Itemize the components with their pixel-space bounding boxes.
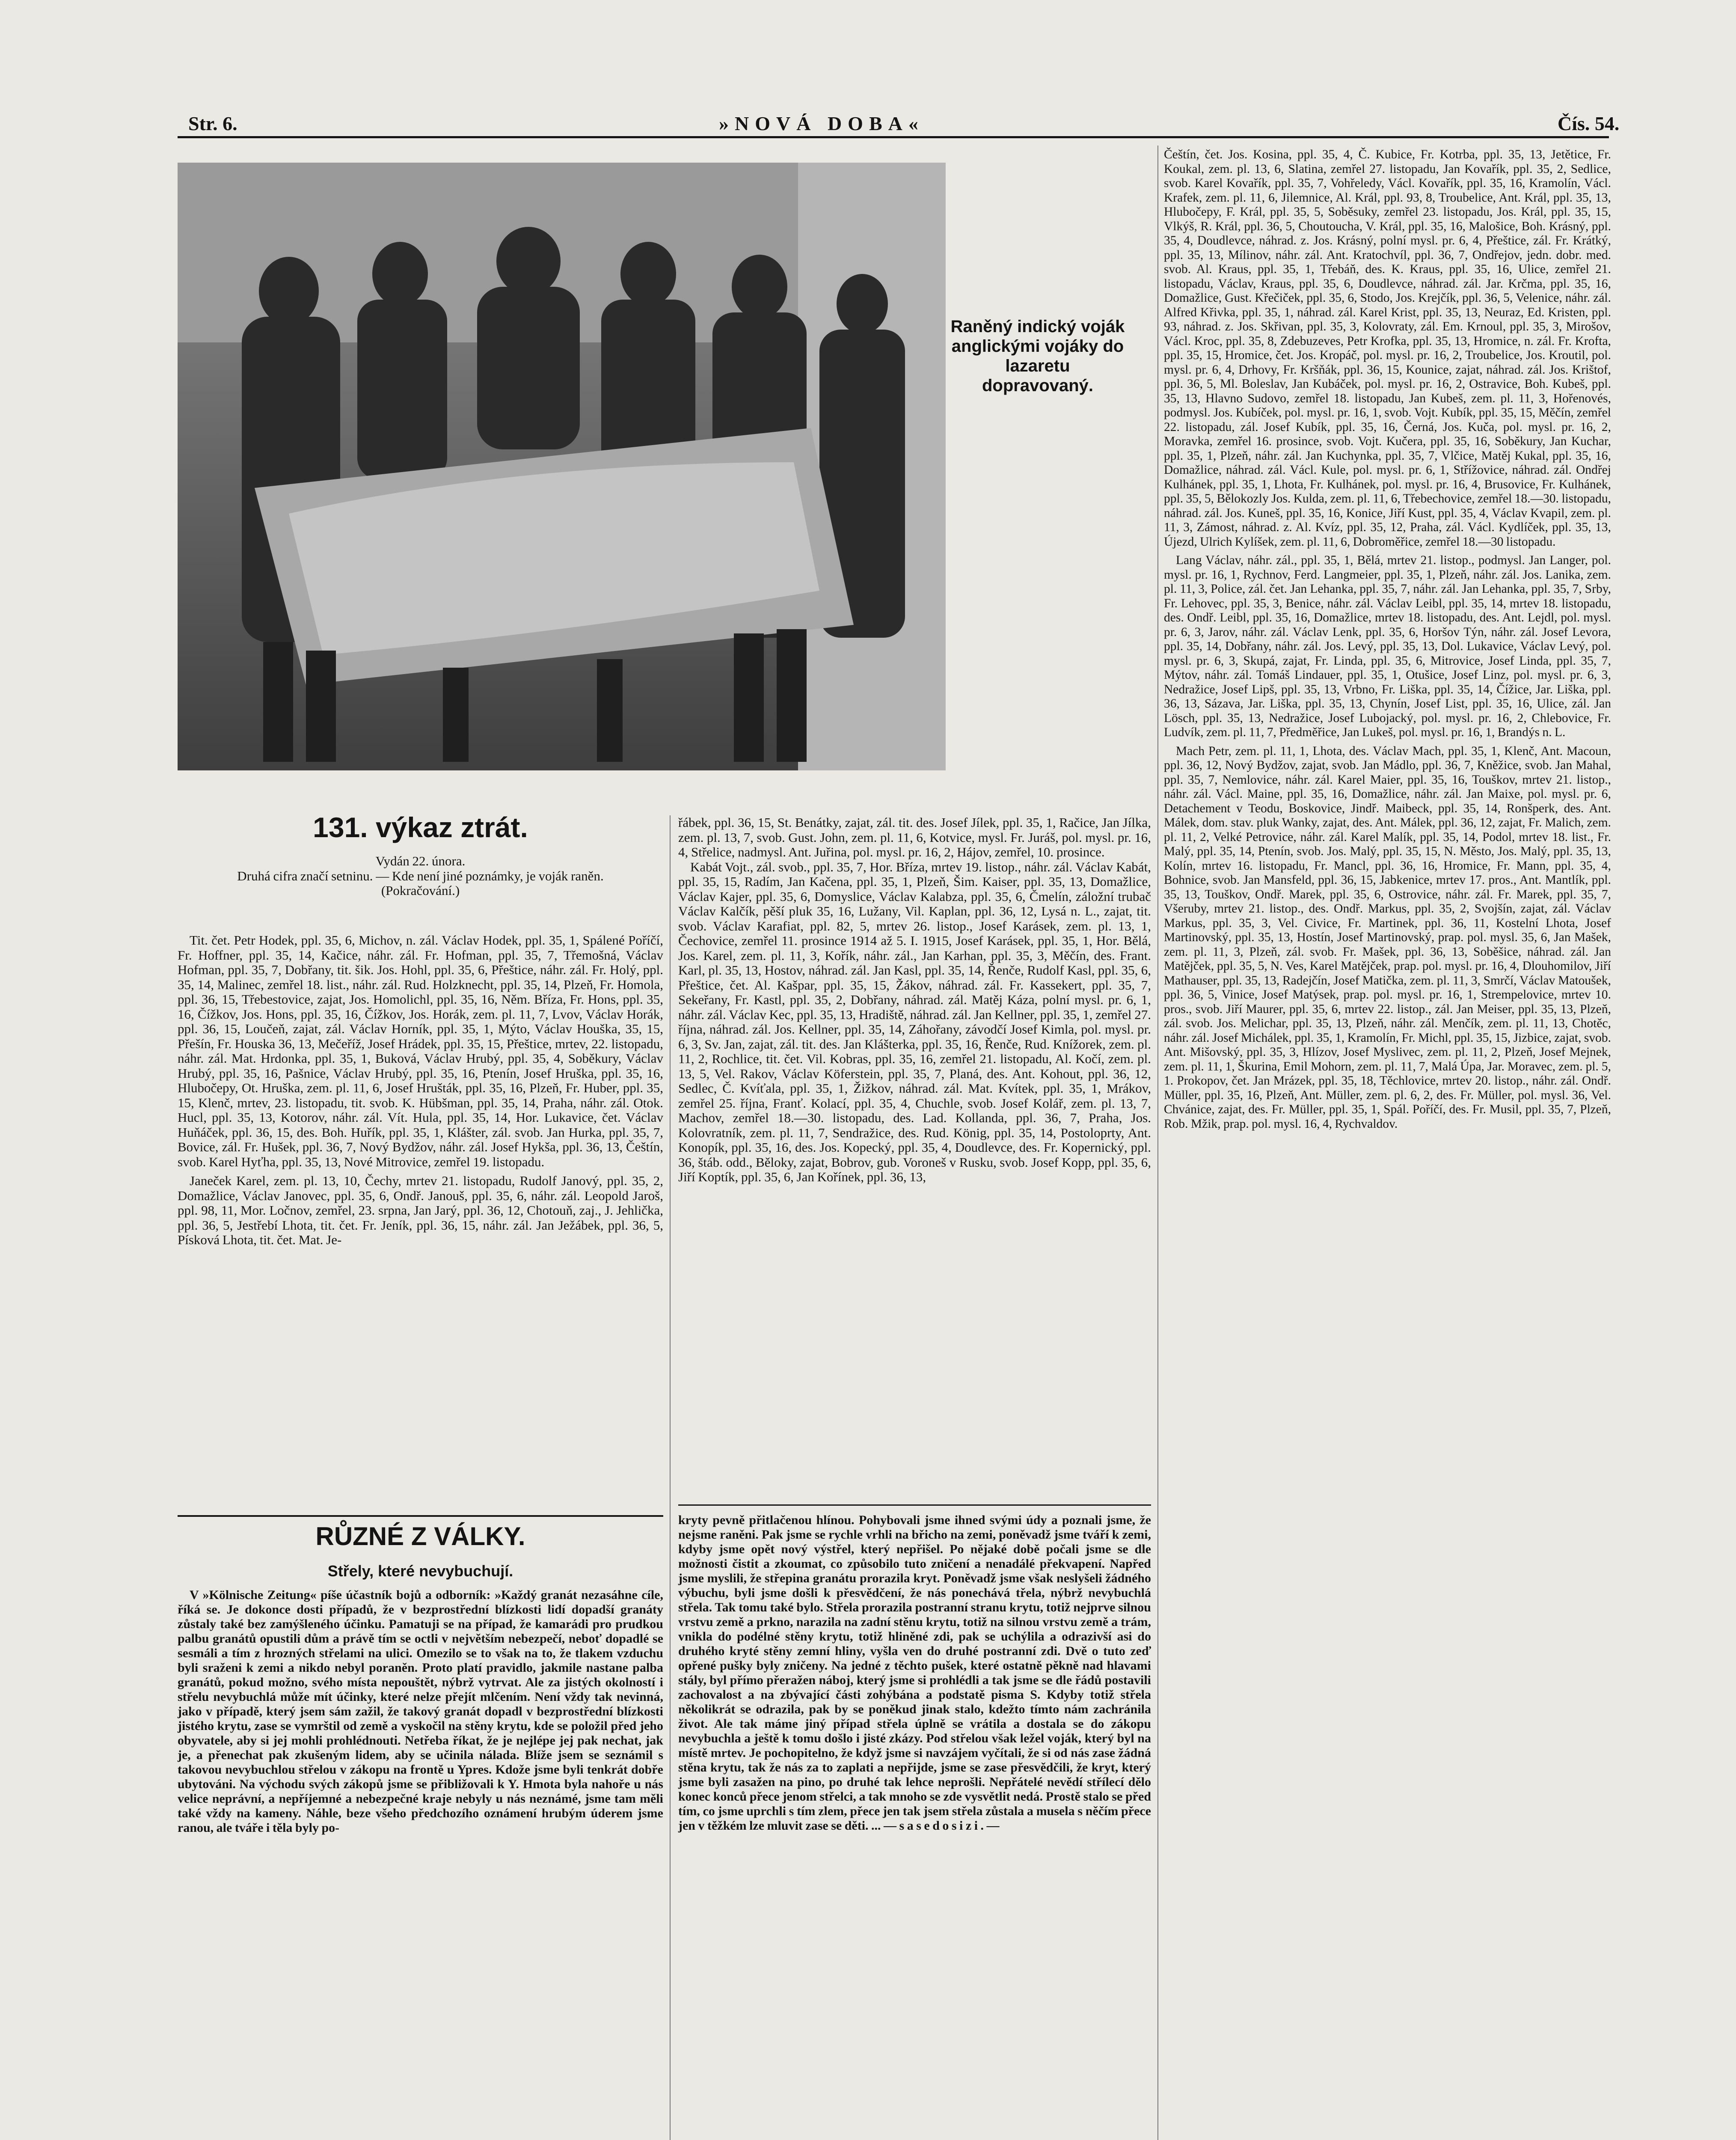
header-rule — [178, 136, 1609, 138]
article-col2-text: kryty pevně přitlačenou hlínou. Pohybovali jsme ihned svými údy a poznali jsme, že nejsme raněni. Pak jsme se rychle vrhli na břicho na zemi, poněvadž jsme tváří k zemi, kdyby jsme opět nový výstřel, který nepřišel. Po nějaké době počali jsme se dle možnosti čistit a zkoumat, co způsobilo tuto zničení a nenadálé překvapení. Napřed jsme myslili, že střepina granátu prorazila kryt. Poněvadž jsme však neslyšeli žádného výbuchu, byli jsme došli k přesvědčení, že nás ponechává třela, nýbrž nevybuchlá střela. Tak tomu také bylo. Střela prorazila postranní stranu krytu, totiž nejprve silnou vrstvu země a prkno, narazila na zadní stěnu krytu, totiž na silnou vrstvu země a trám, vnikla do podélné stěny krytu, totiž hliněné zdi, pak se uchýlila a odrazivší asi do druhého kryté stěny zemní hliny, vyšla ven do druhé postranní zdi. Dvě o tuto zeď opřené pušky byly zničeny. Na jedné z těchto pušek, které ostatně pěkně nad hlavami stály, byl přímo přeražen náboj, který jsme si prohlédli a tak jsme se dle řádů postavili zachovalost a na zbývající části zohýbána a podstatě pisma S. Kdyby totiž střela několikrát se odrazila, pak by se poněkud jinak stalo, kdežto tímto nám zachránila život. Ale tak máme jiný případ střela úplně se vrátila a dostala se do zákopu nevybuchla a ještě k tomu došlo i jisté zkázy. Pod střelou však ležel voják, který byl na místě mrtev. Je pochopitelno, že když jsme si navzájem vyčítali, že si od nás zase žádná stěna krytu, tak že nás za to zaplati a nepřijde, jsme se zase přesvědčili, že kryt, který jsme byli zasažen na pino, po druhé tak lehce neprošli. Nepřátelé nevědí střílecí dělo konec konců přece jenom střelci, a tak mnoho se zde vysvětlit nedá. Prostě stalo se před tím, co jsme uprchli s tím zlem, přece jen tak jsem střela zůstala a musela s něčím přece jen v těžkém lze mluvit zase se děti. ... — s a s e d o s i z i . — — [678, 1513, 1151, 1833]
losses-col2-para-j: řábek, ppl. 36, 15, St. Benátky, zajat, zál. tit. des. Josef Jílek, ppl. 35, 1, Račice, Jan Jílka, zem. pl. 13, 7, svob. Gust. John, zem. pl. 11, 6, Kotvice, mysl. Fr. Juráš, pol. mysl. pr. 16, 4, Střelice, nadmysl. Ant. Juřina, pol. mysl. pr. 16, 2, Hájov, zemřel, 10. prosince. — [678, 815, 1151, 859]
column-rule-1 — [670, 815, 671, 2140]
photo-caption: Raněný indický voják anglickými vojáky do lazaretu dopravovaný. — [950, 317, 1125, 395]
column-2-rule — [678, 1504, 1151, 1506]
section-rule — [178, 1515, 663, 1517]
losses-col2-para-k: Kabát Vojt., zál. svob., ppl. 35, 7, Hor. Bříza, mrtev 19. listop., náhr. zál. Václav Kabát, ppl. 35, 15, Radím, Jan Kačena, ppl. 35, 1, Plzeň, Šim. Kaiser, ppl. 35, 13, Domažlice, Václav Kajer, ppl. 35, 6, Domyslice, Václav Kalabza, ppl. 35, 6, Čmelín, záložní trubač Václav Kalčík, pěší pluk 35, 16, Lužany, Vil. Kaplan, ppl. 36, 12, Lysá n. L., zajat, tit. svob. Václav Karafiat, ppl. 82, 5, mrtev 26. listop., Josef Karásek, zem. pl. 13, 1, Čechovice, zemřel 11. prosince 1914 až 5. I. 1915, Josef Karásek, ppl. 35, 1, Hor. Bělá, Jos. Karel, zem. pl. 11, 3, Kořík, náhr. zál., Jan Karhan, ppl. 35, 3, Měčín, des. Frant. Karl, pl. 35, 13, Hostov, náhrad. zál. Jan Kasl, ppl. 35, 14, Řenče, Rudolf Kasl, ppl. 35, 6, Přeštice, čet. Al. Kašpar, ppl. 35, 15, Žákov, náhrad. zál. Fr. Kassekert, ppl. 35, 7, Sekeřany, Fr. Kastl, ppl. 35, 2, Dobřany, náhrad. zál. Matěj Káza, polní mysl. pr. 6, 1, náhr. zál. Václav Kec, ppl. 35, 13, Hradiště, náhrad. zál. Jan Kellner, ppl. 35, 1, zemřel 27. října, náhrad. zál. Jos. Kellner, ppl. 35, 14, Záhořany, závodčí Josef Kimla, pol. mysl. pr. 6, 3, Sv. Jan, zajat, zál. tit. des. Jan Klášterka, ppl. 35, 16, Řenče, Rud. Knížorek, zem. pl. 11, 2, Rochlice, tit. čet. Vil. Kobras, ppl. 35, 16, zemřel 21. listopadu, Al. Kočí, zem. pl. 13, 5, Vel. Rakov, Václav Köferstein, ppl. 35, 7, Planá, des. Ant. Kohout, ppl. 36, 12, Sedlec, Č. Kvíťala, ppl. 35, 1, Žižkov, náhrad. zál. Mat. Kvítek, ppl. 35, 1, Mrákov, zemřel 25. října, Franť. Kolací, ppl. 35, 4, Chuchle, svob. Josef Kolář, zem. pl. 13, 7, Machov, zemřel 18.—30. listopadu, des. Lad. Kollanda, ppl. 36, 7, Praha, Jos. Kolovratník, zem. pl. 11, 7, Sendražice, des. Rud. König, ppl. 35, 14, Postoloprty, Ant. Konopík, ppl. 35, 16, des. Jos. Kopecký, ppl. 35, 4, Doudlevce, des. Fr. Kopernický, ppl. 36, štáb. odd., Běloky, zajat, Bobrov, gub. Voroneš v Rusku, svob. Josef Kopp, ppl. 35, 6, Jiří Koptík, ppl. 35, 6, Jan Kořínek, ppl. 36, 13, — [678, 859, 1151, 1184]
losses-column-1 — [178, 933, 663, 1248]
losses-continued: (Pokračování.) — [381, 883, 460, 898]
losses-intro — [178, 854, 663, 898]
article-col1-text: V »Kölnische Zeitung« píše účastník bojů a odborník: »Každý granát nezasáhne cíle, říká se. Je dokonce dosti případů, že v bezprostřední blízkosti lidí dopadší granáty zůstaly také bez zamýšleného účinku. Pamatuji se na případ, že kamarádi pro prudkou palbu granátů opustili dům a právě tím se octli v největším nebezpečí, neboť dopadlé se sesmáli a tím z hrozných střelami na ulici. Omezilo se to však na to, že tlakem vzduchu byli sraženi k zemi a nikdo nebyl poraněn. Proto platí pravidlo, jakmile nastane palba granátů, pokud možno, svého místa nepouštět, nýbrž vytrvat. Ale za jistých okolností i střelu nevybuchlá může mít účinky, které nelze přejít mlčením. Není vždy tak nevinná, jako v případě, který jsem sám zažil, že takový granát dopadl v bezprostřední blízkosti jistého krytu, zase se vymrštil od země a vyskočil na stěny krytu, kde se položil před jeho obyvatele, aby si jej mohli prohlédnouti. Netřeba říkat, že je nejlépe jej pak nechat, jak je, a přenechat pak zkušeným lidem, aby se učinila nálada. Blíže jsem se seznámil s takovou nevybuchlou střelou v zákopu na frontě u Ypres. Kdože jsme byli tenkrát dobře ubytováni. Na východu svých zákopů jsme se přibližovali k Y. Hmota byla nahoře u nás velice neprávní, a nepříjemné a nebezpečné kraje nebyly u nás neznámé, jsme tam měli také vždy na kameny. Náhle, beze všeho předchozího oznámení hrubým úderem jsme ranou, ale tváře i těla byly po- — [178, 1588, 663, 1835]
losses-column-2 — [678, 815, 1151, 1185]
losses-col1-para-j: Janeček Karel, zem. pl. 13, 10, Čechy, mrtev 21. listopadu, Rudolf Janový, ppl. 35, 2, Domažlice, Václav Janovec, ppl. 35, 6, Ondř. Janouš, ppl. 35, 6, náhr. zál. Leopold Jaroš, ppl. 98, 11, Mor. Ločnov, zemřel, 23. srpna, Jan Jarý, ppl. 36, 12, Chotouň, zaj., J. Jehlička, ppl. 36, 5, Jestřebí Lhota, tit. čet. Fr. Jeník, ppl. 36, 15, náhr. zál. Jan Ježábek, ppl. 36, 5, Písková Lhota, tit. čet. Mat. Je- — [178, 1173, 663, 1247]
article-subtitle: Střely, které nevybuchují. — [327, 1562, 513, 1580]
losses-issued: Vydán 22. února. — [375, 853, 466, 868]
losses-title: 131. výkaz ztrát. — [313, 811, 528, 843]
article-column-2 — [678, 1513, 1151, 1833]
masthead: »NOVÁ DOBA« — [719, 113, 924, 134]
issue-number: Čís. 54. — [1558, 113, 1620, 134]
losses-note: Druhá cifra značí setninu. — Kde není jiné poznámky, je voják raněn. — [237, 868, 604, 883]
losses-col1-para-h: Tit. čet. Petr Hodek, ppl. 35, 6, Michov, n. zál. Václav Hodek, ppl. 35, 1, Spálené Poříčí, Fr. Hoffner, ppl. 35, 14, Kačice, náhr. zál. Fr. Hofman, ppl. 35, 7, Třemošná, Václav Hofman, ppl. 35, 7, Dobřany, tit. šik. Jos. Hohl, ppl. 35, 6, Přeštice, náhr. zál. Fr. Holý, ppl. 35, 14, Malinec, zemřel 18. list., náhr. zál. Rud. Holzknecht, ppl. 35, 14, Plzeň, Fr. Homola, ppl. 36, 15, Třebestovice, zajat, Jos. Homolichl, ppl. 35, 16, Něm. Bříza, Fr. Hons, ppl. 35, 16, Čížkov, Jos. Hons, ppl. 35, 16, Čížkov, Jos. Horák, zem. pl. 11, 7, Lvov, Václav Horák, ppl. 36, 15, Loučeň, zajat, zál. Václav Horník, ppl. 35, 1, Mýto, Václav Houška, 35, 15, Přešín, Fr. Houska 36, 13, Mečeříž, Josef Hrádek, ppl. 35, 15, Přeštice, mrtev, 22. listopadu, náhr. zál. Mat. Hrdonka, ppl. 35, 1, Buková, Václav Hrubý, ppl. 35, 4, Soběkury, Václav Hrubý, ppl. 35, 16, Pašnice, Václav Hrubý, ppl. 35, 16, Ptenín, Josef Hruška, ppl. 35, 16, Hlubočepy, Ot. Hruška, zem. pl. 11, 6, Josef Hrušták, ppl. 35, 16, Plzeň, Fr. Huber, ppl. 35, 15, Klenč, mrtev, 23. listopadu, tit. svob. K. Hübšman, ppl. 35, 14, Praha, náhr. zál. Otok. Hucl, ppl. 35, 13, Kotorov, náhr. zál. Vít. Hula, ppl. 35, 14, Hor. Lukavice, čet. Václav Huňáček, ppl. 36, 15, des. Boh. Huřík, ppl. 35, 1, Klášter, zál. svob. Jan Hurka, ppl. 35, 7, Bovice, zál. Fr. Hušek, ppl. 36, 7, Nový Bydžov, náhr. zál. Josef Hykša, ppl. 36, 13, Češtín, svob. Karel Hyťha, ppl. 35, 13, Nové Mitrovice, zemřel 19. listopadu. — [178, 933, 663, 1169]
losses-col3-para-l: Lang Václav, náhr. zál., ppl. 35, 1, Bělá, mrtev 21. listop., podmysl. Jan Langer, pol. mysl. pr. 16, 1, Rychnov, Ferd. Langmeier, ppl. 35, 1, Plzeň, náhr. zál. Jos. Lanika, zem. pl. 11, 3, Police, zál. čet. Jan Lehanka, ppl. 35, 7, náhr. zál. Jan Lehanka, ppl. 35, 7, Srby, Fr. Lehovec, ppl. 35, 3, Benice, náhr. zál. Václav Leibl, ppl. 35, 14, mrtev 18. listopadu, des. Ondř. Leibl, ppl. 35, 16, Domažlice, mrtev 18. listopadu, des. Ant. Lejdl, pol. mysl. pr. 6, 3, Jarov, náhr. zál. Václav Lenk, ppl. 35, 6, Horšov Týn, náhr. zál. Josef Levora, ppl. 35, 14, Dobřany, náhr. zál. Jos. Levý, ppl. 35, 13, Dol. Lukavice, Václav Levý, pol. mysl. pr. 6, 3, Skupá, zajat, Fr. Linda, ppl. 35, 6, Mitrovice, Josef Linda, ppl. 35, 7, Mýtov, náhr. zál. Tomáš Lindauer, ppl. 35, 1, Otušice, Josef Linz, pol. mysl. pr. 6, 3, Nedražice, Josef Lipš, ppl. 35, 13, Vrbno, Fr. Liška, ppl. 35, 14, Čížice, Jar. Liška, ppl. 36, 13, Sázava, Jar. Liška, ppl. 35, 13, Chynín, Josef List, ppl. 35, 16, Ulice, zál. Jan Lösch, ppl. 35, 13, Nedražice, Josef Lubojacký, pol. mysl. pr. 16, 2, Chlebovice, Fr. Ludvík, zem. pl. 11, 7, Předměřice, Jan Lukeš, pol. mysl. pr. 16, 1, Brandýs n. L. — [1164, 553, 1611, 739]
column-rule-2 — [1157, 146, 1158, 2140]
article-title: RŮZNÉ Z VÁLKY. — [315, 1522, 525, 1551]
photo-illustration — [178, 163, 946, 770]
news-photo — [178, 163, 946, 770]
losses-col3-para-k: Češtín, čet. Jos. Kosina, ppl. 35, 4, Č. Kubice, Fr. Kotrba, ppl. 35, 13, Jetětice, Fr. Koukal, zem. pl. 13, 6, Slatina, zemřel 27. listopadu, Jan Kovařík, ppl. 35, 2, Sedlice, svob. Karel Kovařík, ppl. 35, 7, Vohřeledy, Václ. Kovařík, ppl. 35, 16, Kramolín, Václ. Krafek, zem. pl. 11, 6, Jilemnice, Al. Král, ppl. 93, 8, Troubelice, Ant. Král, ppl. 35, 13, Hlubočepy, F. Král, ppl. 35, 5, Soběsuky, zemřel 23. listopadu, Jos. Král, ppl. 35, 15, Vlkýš, R. Král, ppl. 36, 5, Choutoucha, V. Král, ppl. 35, 16, Malošice, Boh. Krásný, ppl. 35, 4, Doudlevce, náhrad. z. Jos. Krásný, polní mysl. pr. 6, 4, Přeštice, zál. Fr. Krátký, ppl. 35, 13, Mílinov, náhr. zál. Ant. Kratochvíl, ppl. 36, 7, Ondřejov, jedn. dobr. med. svob. Al. Kraus, ppl. 35, 1, Třebáň, des. K. Kraus, ppl. 35, 16, Ulice, zemřel 21. listopadu, Václav, Kraus, ppl. 35, 6, Doudlevce, náhrad. zál. Jar. Krčma, ppl. 35, 16, Domažlice, Gust. Křečiček, ppl. 35, 6, Stodo, Jos. Krejčík, ppl. 36, 5, Velenice, náhr. zál. Alfred Křivka, ppl. 35, 1, náhrad. zál. Karel Krist, ppl. 35, 13, Neuraz, Ed. Kristen, ppl. 93, náhrad. z. Jos. Skřivan, ppl. 35, 3, Kolovraty, zál. Em. Krnoul, ppl. 35, 3, Mirošov, Václ. Kroc, ppl. 35, 8, Zdebuzeves, Petr Krofka, ppl. 35, 13, Hromice, n. zál. Fr. Krofta, ppl. 35, 15, Hromice, čet. Jos. Kropáč, pol. mysl. pr. 16, 2, Troubelice, Jos. Kroutil, pol. mysl. pr. 6, 4, Drhovy, Fr. Kršňák, ppl. 36, 15, Kounice, zajat, náhrad. zál. Jos. Krištof, ppl. 36, 5, Ml. Boleslav, Jan Kubáček, pol. mysl. pr. 16, 2, Ostravice, Boh. Kubeš, ppl. 35, 13, Hlavno Sudovo, zemřel 18. listopadu, Jan Kubeš, zem. pl. 11, 3, Hořenovés, podmysl. Jos. Kubíček, pol. mysl. pr. 16, 1, svob. Vojt. Kubík, ppl. 35, 15, Měčín, zemřel 22. listopadu, zál. Josef Kubík, ppl. 35, 16, Černá, Jos. Kuča, pol. mysl. pr. 16, 2, Moravka, zemřel 16. prosince, svob. Vojt. Kučera, ppl. 35, 16, Soběkury, Jan Kuchar, ppl. 35, 1, Plzeň, náhr. zál. Jan Kuchynka, ppl. 35, 7, Vlčice, Matěj Kukal, ppl. 35, 16, Domažlice, náhrad. zál. Václ. Kule, pol. mysl. pr. 6, 1, Střížovice, náhrad. zál. Ondřej Kulhánek, ppl. 35, 1, Lhota, Fr. Kulhánek, pol. mysl. pr. 16, 4, Brusovice, Fr. Kulhánek, ppl. 35, 5, Bělokozly Jos. Kulda, zem. pl. 11, 6, Třebechovice, zemřel 18.—30. listopadu, náhrad. zál. Jos. Kuneš, ppl. 35, 16, Konice, Jiří Kust, ppl. 35, 4, Václav Kvapil, zem. pl. 11, 3, Zámost, náhrad. z. Al. Kvíz, ppl. 35, 12, Praha, zál. Václ. Kydlíček, ppl. 35, 13, Újezd, Ulrich Kylíšek, zem. pl. 11, 6, Dobroměřice, zemřel 18.—30 listopadu. — [1164, 148, 1611, 549]
article-column-1 — [178, 1588, 663, 1835]
losses-col3-para-m: Mach Petr, zem. pl. 11, 1, Lhota, des. Václav Mach, ppl. 35, 1, Klenč, Ant. Macoun, ppl. 36, 12, Nový Bydžov, zajat, svob. Jan Mádlo, ppl. 36, 7, Kněžice, svob. Jan Mahal, ppl. 35, 7, Nemlovice, náhr. zál. Karel Maier, ppl. 35, 16, Touškov, mrtev 21. listop., náhr. zál. Václ. Maine, ppl. 35, 16, Domažlice, náhr. zál. Jan Maixe, pol. mysl. pr. 6, Detachement v Teodu, Boskovice, Jindř. Maibeck, ppl. 35, 14, Ronšperk, des. Ant. Málek, dom. stav. pluk Wanky, zajat, des. Ant. Málek, ppl. 36, 12, zajat, Fr. Malich, zem. pl. 11, 2, Velké Petrovice, náhr. zál. Karel Malík, ppl. 35, 14, Podol, mrtev 18. list., Fr. Malý, ppl. 35, 14, Ptenín, svob. Jos. Malý, ppl. 35, 15, N. Město, Jos. Malý, ppl. 35, 13, Kolín, mrtev 16. listopadu, Fr. Mancl, ppl. 36, 16, Hromice, Fr. Mann, ppl. 35, 4, Bohnice, svob. Jan Mansfeld, ppl. 36, 15, Jabkenice, mrtev 17. pros., Ant. Mantlík, ppl. 35, 13, Touškov, Ondř. Marek, ppl. 35, 6, Ostrovice, náhr. zál. Fr. Marek, ppl. 35, 7, Všeruby, mrtev 21. listop., des. Ondř. Markus, ppl. 35, 2, Svojšín, zajat, zál. Václav Markus, ppl. 35, 3, Vel. Civice, Fr. Martinek, ppl. 36, 11, Kostelní Lhota, Josef Martinovský, ppl. 35, 13, Hostín, Josef Martinovský, prap. pol. mysl. 35, 6, Jan Mašek, zem. pl. 11, 3, Plzeň, zál. svob. Fr. Mašek, ppl. 36, 13, Soběšice, náhrad. zál. Jan Matějček, ppl. 35, 5, N. Ves, Karel Matějček, prap. pol. mysl. pr. 16, 4, Dlouhomilov, Jiří Mathauser, ppl. 35, 13, Radejčín, Josef Matička, zem. pl. 11, 3, Smrčí, Václav Matoušek, ppl. 36, 5, Vinice, Josef Matýsek, prap. pol. mysl. pr. 16, 1, Strempelovice, mrtev 10. pros., svob. Jiří Maurer, ppl. 35, 6, mrtev 22. listop., zál. Jan Meiser, ppl. 35, 13, Plzeň, zál. svob. Jos. Melichar, ppl. 35, 13, Plzeň, náhr. zál. Menčík, zem. pl. 11, 13, Chotěc, náhr. zál. Josef Michálek, ppl. 35, 1, Kramolín, Fr. Michl, ppl. 35, 15, Jizbice, zajat, svob. Ant. Mišovský, ppl. 35, 3, Hlízov, Josef Myslivec, zem. pl. 11, 2, Plzeň, Josef Mejnek, zem. pl. 11, 1, Škurina, Emil Mohorn, zem. pl. 11, 7, Malá Úpa, Jar. Moravec, zem. pl. 5, 1. Prokopov, čet. Jan Mrázek, ppl. 35, 18, Těchlovice, mrtev 20. listop., náhr. zál. Ondř. Müller, ppl. 35, 16, Plzeň, Ant. Müller, zem. pl. 6, 2, des. Fr. Müller, pol. mysl. 36, Vel. Chvánice, zajat, des. Fr. Müller, ppl. 35, 1, Spál. Poříčí, des. Fr. Musil, ppl. 35, 7, Plzeň, Rob. Mžik, prap. pol. mysl. 16, 4, Rychvaldov. — [1164, 744, 1611, 1131]
losses-column-3 — [1164, 148, 1611, 1131]
page-number: Str. 6. — [188, 113, 237, 134]
